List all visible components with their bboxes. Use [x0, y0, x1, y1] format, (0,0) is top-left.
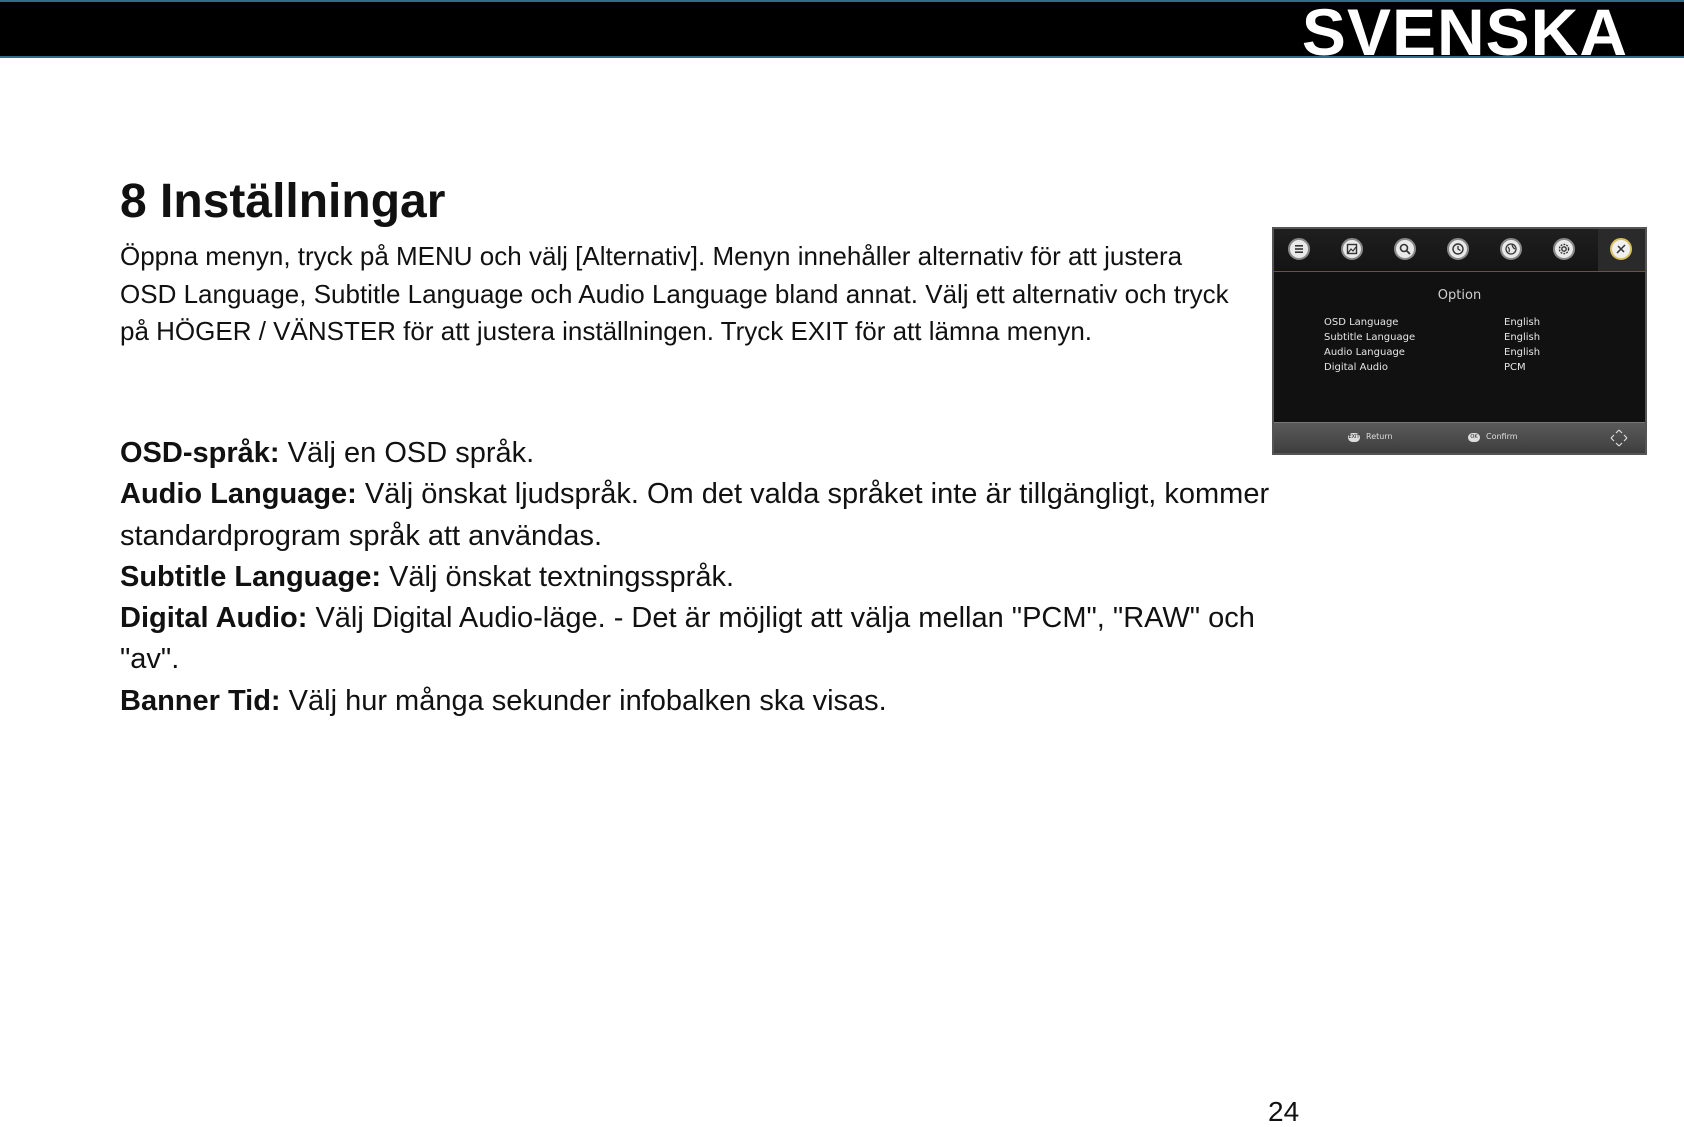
tv-option-row	[1324, 362, 1614, 377]
page-number: 24	[1268, 1096, 1300, 1127]
setting-term: Audio Language:	[120, 478, 357, 511]
tv-option-title: Option	[1437, 288, 1482, 303]
tv-menu-screenshot	[1272, 227, 1647, 455]
setting-term: Digital Audio:	[120, 602, 308, 635]
list-icon	[1288, 238, 1310, 260]
tools-icon	[1610, 238, 1632, 260]
tv-option-value: English	[1504, 317, 1541, 328]
setting-term: Banner Tid:	[120, 684, 281, 717]
settings-list	[120, 433, 1300, 722]
navigation-arrows-icon	[1609, 428, 1629, 448]
setting-audio-language	[120, 474, 1300, 557]
tv-option-row	[1324, 332, 1614, 347]
setting-osd-language	[120, 433, 1300, 474]
header-bar	[0, 0, 1684, 69]
tv-option-value: English	[1504, 332, 1541, 343]
setting-digital-audio	[120, 598, 1300, 681]
setting-banner-time	[120, 681, 1300, 722]
setting-term: Subtitle Language:	[120, 560, 381, 593]
gear-icon	[1553, 238, 1575, 260]
tv-option-row	[1324, 347, 1614, 362]
intro-paragraph: Öppna menyn, tryck på MENU och välj [Alternativ]. Menyn innehåller alternativ för att justera OSD Language, Subtitle Language och Audio Language bland annat. Välj ett alternativ och tryck på HÖGER / VÄNSTER för att justera inställningen. Tryck EXIT för att lämna menyn.	[120, 241, 1229, 346]
setting-term: OSD-språk:	[120, 437, 280, 469]
exit-button-icon: EXIT	[1348, 434, 1360, 440]
tv-footer-bar	[1274, 422, 1645, 453]
return-label: Return	[1366, 432, 1393, 441]
setting-description: Välj hur många sekunder infobalken ska visas.	[280, 684, 887, 717]
setting-description: Välj önskat textningsspråk.	[381, 560, 735, 593]
ok-button-icon: OK	[1468, 433, 1480, 442]
clock-icon	[1447, 238, 1469, 260]
section-heading: 8 Inställningar	[120, 175, 446, 228]
tv-option-label: Digital Audio	[1324, 362, 1389, 373]
globe-icon	[1500, 238, 1522, 260]
setting-description: Välj Digital Audio-läge. - Det är möjligt att välja mellan "PCM", "RAW" och "av".	[120, 602, 1255, 676]
language-title: SVENSKA	[1301, 0, 1628, 69]
tv-option-label: Subtitle Language	[1324, 332, 1416, 343]
tv-menu-bar	[1274, 229, 1645, 272]
tv-option-value: English	[1504, 347, 1541, 358]
tv-option-label: Audio Language	[1324, 347, 1405, 358]
tv-option-value: PCM	[1504, 362, 1526, 373]
setting-description: Välj en OSD språk.	[279, 437, 535, 469]
tv-option-label: OSD Language	[1324, 317, 1399, 328]
confirm-label: Confirm	[1486, 432, 1518, 441]
setting-description: Välj önskat ljudspråk. Om det valda språket inte är tillgängligt, kommer standardprogram språk att användas.	[120, 478, 1270, 552]
picture-icon	[1341, 238, 1363, 260]
search-icon	[1394, 238, 1416, 260]
setting-subtitle-language	[120, 557, 1300, 598]
tv-option-row	[1324, 317, 1614, 332]
